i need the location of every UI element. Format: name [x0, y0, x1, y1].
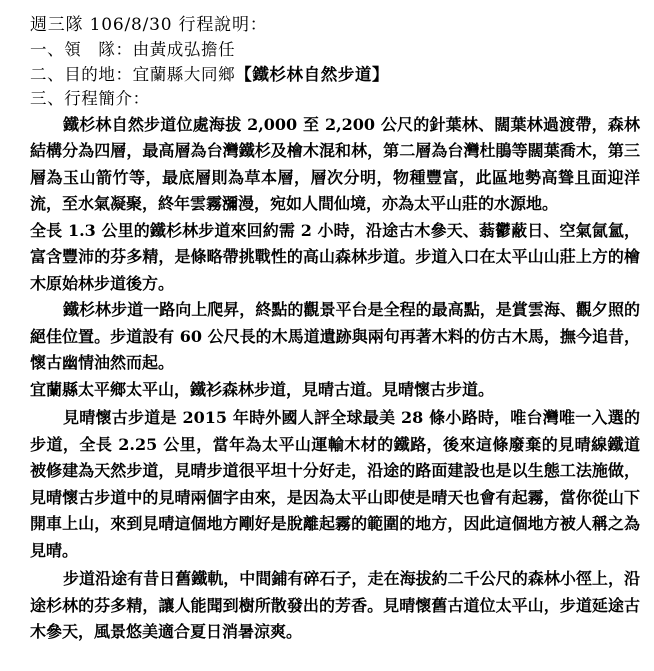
document-title: 週三隊 106/8/30 行程說明： [30, 15, 268, 35]
paragraph-viewing-platform: 鐵杉林步道一路向上爬昇，終點的觀景平台是全程的最高點，是賞雲海、觀夕照的絕佳位置。步道設有 60 公尺長的木馬道遺跡與兩句再著木料的仿古木馬，撫今追昔，懷古幽情油然而起。 [30, 300, 640, 372]
document-body [30, 12, 640, 646]
paragraph-old-railway: 步道沿途有昔日舊鐵軌，中間鋪有碎石子，走在海拔約二千公尺的森林小徑上，沿途杉林的芬多精，讓人能聞到樹所散發出的芳香。見晴懷舊古道位太平山，步道延途古木參天，風景悠美適合夏日消暑涼爽。 [30, 569, 640, 641]
destination-line [30, 63, 640, 88]
leader-label: 一、領 隊： [30, 40, 133, 59]
summary-heading: 三、行程簡介： [30, 89, 150, 108]
leader-line [30, 38, 640, 63]
paragraph-trail-length: 全長 1.3 公里的鐵杉林步道來回約需 2 小時，沿途古木參天、蓊鬱蔽日、空氣氤氳，富含豐沛的芬多精，是條略帶挑戰性的高山森林步道。步道入口在太平山山莊上方的檜木原始林步道後方。 [30, 220, 640, 293]
destination-label: 二、目的地： [30, 64, 133, 84]
destination-trail: 【鐵杉林自然步道】 [235, 64, 390, 84]
paragraph-jianqing-trail: 見晴懷古步道是 2015 年時外國人評全球最美 28 條小路時，唯台灣唯一入選的步道，全長 2.25 公里，當年為太平山運輸木材的鐵路，後來這條廢棄的見晴線鐵道被修建為天然步道，見晴步道很平坦十分好走，沿途的路面建設也是以生態工法施做，見晴懷古步道中的見晴兩個字由來，是因為太平山即使是晴天也會有起霧，當你從山下開車上山，來到見晴這個地方剛好是脫離起霧的範圍的地方，因此這個地方被人稱之為見晴。 [30, 408, 640, 560]
paragraph-forest-layers: 鐵杉林自然步道位處海拔 2,000 至 2,200 公尺的針葉林、闊葉林過渡帶，森林結構分為四層，最高層為台灣鐵杉及檜木混和林，第二層為台灣杜鵑等闊葉喬木，第三層為玉山箭竹等，最底層則為草本層，層次分明，物種豐富，此區地勢高聳且面迎洋流，至水氣凝聚，終年雲霧瀰漫，宛如人間仙境，亦為太平山莊的水源地。 [30, 114, 640, 213]
leader-value: 由黃成弘擔任 [132, 40, 236, 59]
destination-place: 宜蘭縣大同鄉 [132, 64, 236, 84]
paragraph-location-summary: 宜蘭縣太平鄉太平山，鐵衫森林步道，見晴古道。見晴懷古步道。 [30, 379, 495, 399]
